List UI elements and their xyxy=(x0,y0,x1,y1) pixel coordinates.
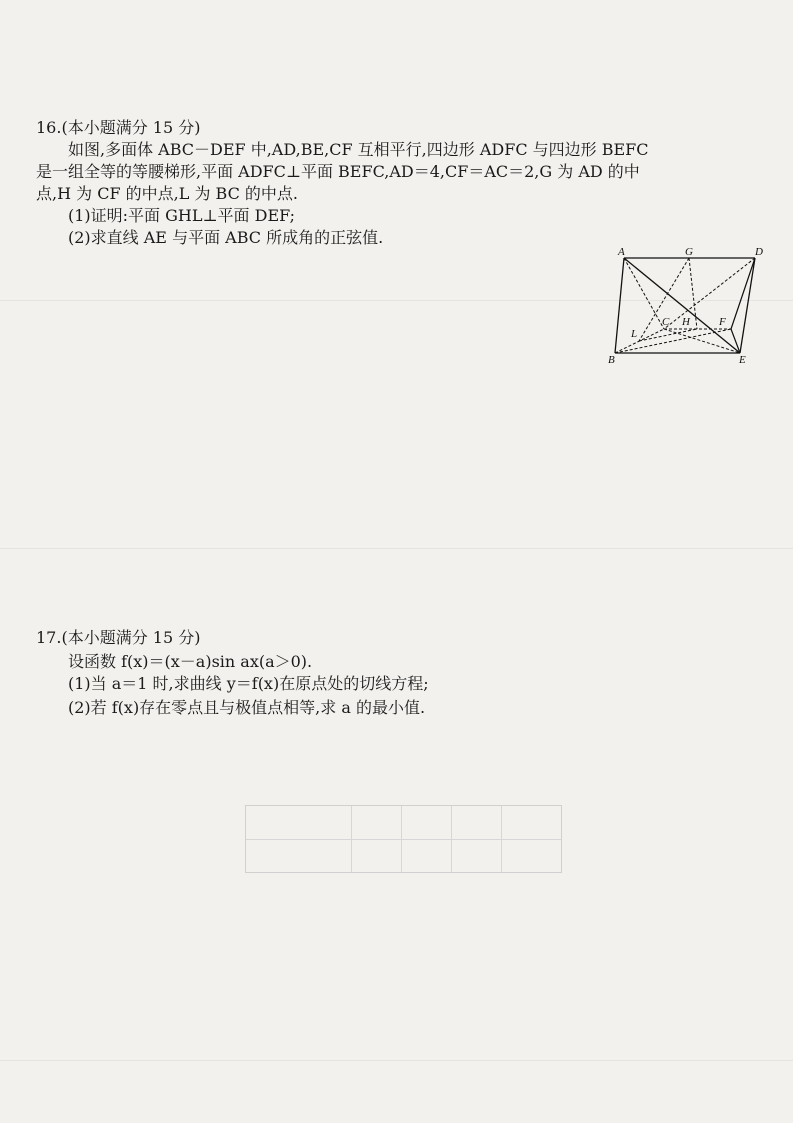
q16-header: 16.(本小题满分 15 分) xyxy=(36,118,201,137)
label-D: D xyxy=(755,246,763,258)
segment-DC xyxy=(664,258,755,329)
label-A: A xyxy=(618,246,625,258)
edge-AB xyxy=(615,258,624,353)
q17-part1: (1)当 a＝1 时,求曲线 y＝f(x)在原点处的切线方程; xyxy=(68,674,429,693)
bleed-through-table xyxy=(245,805,562,873)
scan-artifact xyxy=(0,548,793,549)
segment-GH xyxy=(689,258,697,329)
label-C: C xyxy=(662,316,670,328)
segment-AE xyxy=(624,258,740,353)
label-E: E xyxy=(739,354,746,365)
polyhedron-figure xyxy=(605,245,773,365)
label-F: F xyxy=(719,316,726,328)
q16-stem-line3: 点,H 为 CF 的中点,L 为 BC 的中点. xyxy=(36,184,298,203)
label-B: B xyxy=(608,354,615,365)
q16-part2: (2)求直线 AE 与平面 ABC 所成角的正弦值. xyxy=(68,228,384,247)
edge-DF xyxy=(731,258,755,329)
q16-stem-line2: 是一组全等的等腰梯形,平面 ADFC⊥平面 BEFC,AD＝4,CF＝AC＝2,G 为 AD 的中 xyxy=(36,162,640,181)
edge-AC xyxy=(624,258,664,329)
scan-artifact xyxy=(0,1060,793,1061)
polyhedron-diagram xyxy=(605,245,773,365)
q17-stem: 设函数 f(x)＝(x－a)sin ax(a＞0). xyxy=(68,652,313,671)
q17-part2: (2)若 f(x)存在零点且与极值点相等,求 a 的最小值. xyxy=(68,698,426,717)
label-L: L xyxy=(631,328,638,340)
q16-stem-line1: 如图,多面体 ABC－DEF 中,AD,BE,CF 互相平行,四边形 ADFC 与四边形 BEFC xyxy=(68,140,649,159)
q16-part1: (1)证明:平面 GHL⊥平面 DEF; xyxy=(68,206,296,225)
label-G: G xyxy=(685,246,693,258)
segment-LH xyxy=(639,329,697,341)
label-H: H xyxy=(682,316,690,328)
q17-header: 17.(本小题满分 15 分) xyxy=(36,628,201,647)
edge-DE xyxy=(740,258,755,353)
